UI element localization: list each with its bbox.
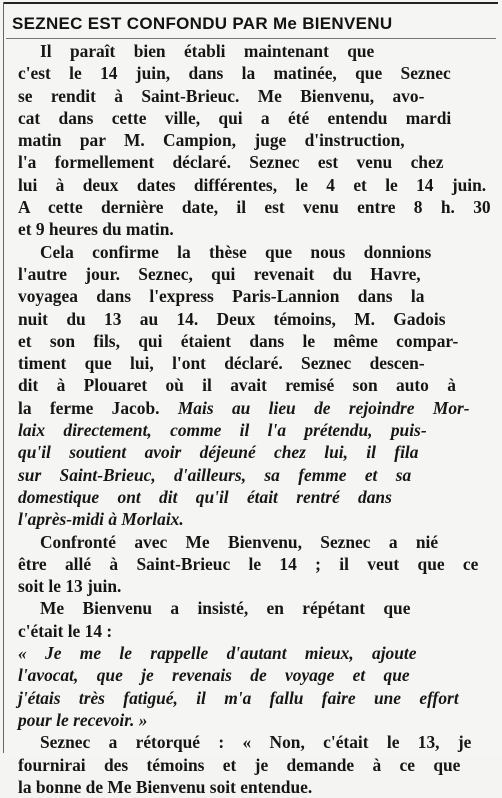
text-line: et 9 heures du matin. [18, 219, 174, 240]
text-line: se rendit à Saint-Brieuc. Me Bienvenu, avo- [18, 85, 425, 106]
text-line: A cette dernière date, il est venu entre 8 h. 30 [18, 197, 491, 218]
article-paragraph [18, 40, 496, 241]
article-paragraph [18, 642, 496, 731]
text-line: Il paraît bien établi maintenant que [40, 41, 375, 61]
text-line: l'autre jour. Seznec, qui revenait du Havre, [18, 263, 421, 284]
text-line: matin par M. Campion, juge d'instruction, [18, 130, 405, 151]
text-line: soit le 13 juin. [18, 576, 122, 597]
text-line: voyagea dans l'express Paris-Lannion dans la [18, 286, 425, 307]
text-line: laix directement, comme il l'a prétendu, puis- [18, 420, 427, 441]
text-line: Me Bienvenu a insisté, en répétant que [40, 598, 411, 619]
text-line: timent que lui, l'ont déclaré. Seznec descen- [18, 353, 425, 374]
text-line: fournirai des témoins et je demande à ce que [18, 754, 461, 775]
text-line: j'étais très fatigué, il m'a fallu faire une effort [18, 687, 459, 708]
article-paragraph [18, 241, 496, 531]
article-paragraph [18, 597, 496, 642]
text-line: la bonne de Me Bienvenu soit entendue. [18, 776, 313, 797]
article-body [18, 40, 496, 798]
top-rule [4, 2, 498, 4]
text-line [18, 397, 496, 419]
article-paragraph [18, 531, 496, 598]
text-line: « Je me le rappelle d'autant mieux, ajoute [18, 643, 417, 664]
text-line: Confronté avec Me Bienvenu, Seznec a nié [40, 531, 439, 552]
text-line: dit à Plouaret où il avait remisé son auto à [18, 375, 456, 396]
text-line: qu'il soutient avoir déjeuné chez lui, il fila [18, 442, 419, 463]
text-line: sur Saint-Brieuc, d'ailleurs, sa femme et sa [18, 464, 412, 485]
text-line: c'est le 14 juin, dans la matinée, que Seznec [18, 63, 451, 84]
text-line: domestique ont dit qu'il était rentré dans [18, 486, 392, 507]
text-line: nuit du 13 au 14. Deux témoins, M. Gadois [18, 308, 446, 329]
text-line: cat dans cette ville, qui a été entendu mardi [18, 107, 452, 128]
text-line: Seznec a rétorqué : « Non, c'était le 13, je [40, 732, 472, 753]
text-line: Cela confirme la thèse que nous donnions [40, 241, 432, 262]
text-run: la ferme Jacob. [18, 397, 178, 418]
text-line: l'a formellement déclaré. Seznec est venu chez [18, 152, 444, 173]
article-paragraph [18, 731, 496, 798]
text-line: être allé à Saint-Brieuc le 14 ; il veut que ce [18, 553, 479, 574]
text-line: lui à deux dates différentes, le 4 et le 14 juin. [18, 174, 487, 195]
article-headline: SEZNEC EST CONFONDU PAR Me BIENVENU [12, 14, 393, 33]
text-line: l'avocat, que je revenais de voyage et que [18, 665, 410, 686]
italic-text-run: Mais au lieu de rejoindre Mor- [177, 397, 470, 418]
headline-divider [6, 38, 496, 39]
text-line: c'était le 14 : [18, 620, 113, 641]
text-line: l'après-midi à Morlaix. [18, 509, 184, 530]
text-line: pour le recevoir. » [18, 709, 148, 730]
left-rule [3, 2, 4, 753]
text-line: et son fils, qui étaient dans le même compar- [18, 330, 459, 351]
